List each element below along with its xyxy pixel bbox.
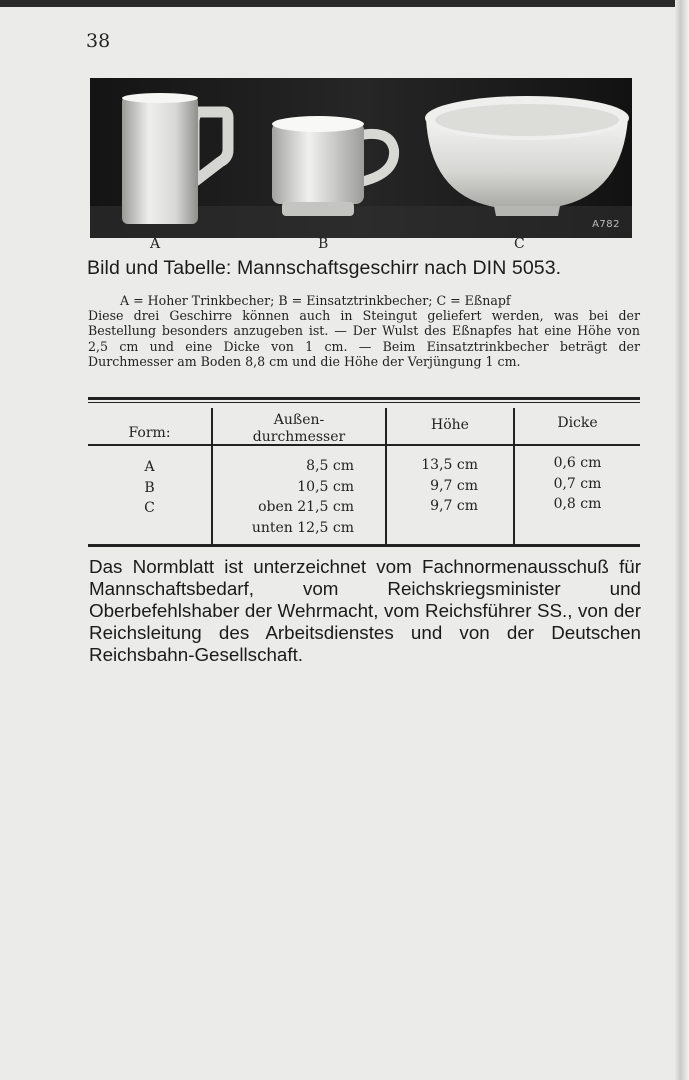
- figure-legend: [88, 293, 640, 369]
- table-cell: unten 12,5 cm: [251, 519, 354, 536]
- table-cell: C: [144, 500, 155, 516]
- legend-abbreviations: A = Hoher Trinkbecher; B = Einsatztrinkbecher; C = Eßnapf: [120, 293, 511, 308]
- header-form: Form:: [128, 425, 171, 441]
- figure-letter-c: C: [514, 236, 525, 252]
- header-dicke: Dicke: [557, 415, 598, 431]
- table-cell: B: [144, 479, 155, 496]
- column-durchmesser: [213, 456, 354, 538]
- column-form: [88, 457, 211, 519]
- figure-letter-b: B: [318, 236, 329, 252]
- table-cell: 9,7 cm: [430, 498, 478, 514]
- table-cell: 9,7 cm: [430, 477, 478, 494]
- figure-letter-a: A: [150, 236, 161, 252]
- page-binding-edge: [675, 0, 689, 1080]
- header-hoehe: Höhe: [431, 417, 469, 433]
- column-dicke: [515, 453, 640, 515]
- table-cell: 0,8 cm: [553, 496, 602, 512]
- table-cell: 0,7 cm: [553, 475, 602, 492]
- scan-top-edge: [0, 0, 689, 7]
- header-durchmesser: Außen- durchmesser: [252, 412, 346, 445]
- table-cell: 13,5 cm: [421, 457, 478, 473]
- caption-title: Bild und Tabelle: Mannschaftsgeschirr nach DIN 5053.: [87, 257, 562, 279]
- table-bottom-rule: [88, 544, 640, 547]
- dimensions-table: [88, 400, 640, 545]
- legend-description: Diese drei Geschirre können auch in Steingut geliefert werden, was bei der Bestellung besonders anzugeben ist. — Der Wulst des Eßnapfes hat eine Höhe von 2,5 cm und eine Dicke von 1 cm. — Beim Einsatztrinkbecher beträgt der Durchmesser am Boden 8,8 cm und die Höhe der Verjüngung 1 cm.: [88, 308, 640, 369]
- table-cell: A: [144, 459, 155, 475]
- table-cell: 8,5 cm: [306, 458, 354, 474]
- photo-code: A782: [592, 219, 620, 230]
- tableware-photo: [90, 78, 632, 238]
- table-cell: oben 21,5 cm: [258, 499, 354, 515]
- column-hoehe: [387, 455, 478, 517]
- table-cell: 10,5 cm: [297, 478, 354, 495]
- page-number: 38: [86, 30, 111, 52]
- table-cell: 0,6 cm: [553, 455, 602, 471]
- body-paragraph: Das Normblatt ist unterzeichnet vom Fachnormenausschuß für Mannschaftsbedarf, vom Reichskriegsminister und Oberbefehlshaber der Wehrmacht, vom Reichsführer SS., von der Reichsleitung des Arbeitsdienstes und von der Deutschen Reichsbahn-Gesellschaft.: [89, 556, 641, 665]
